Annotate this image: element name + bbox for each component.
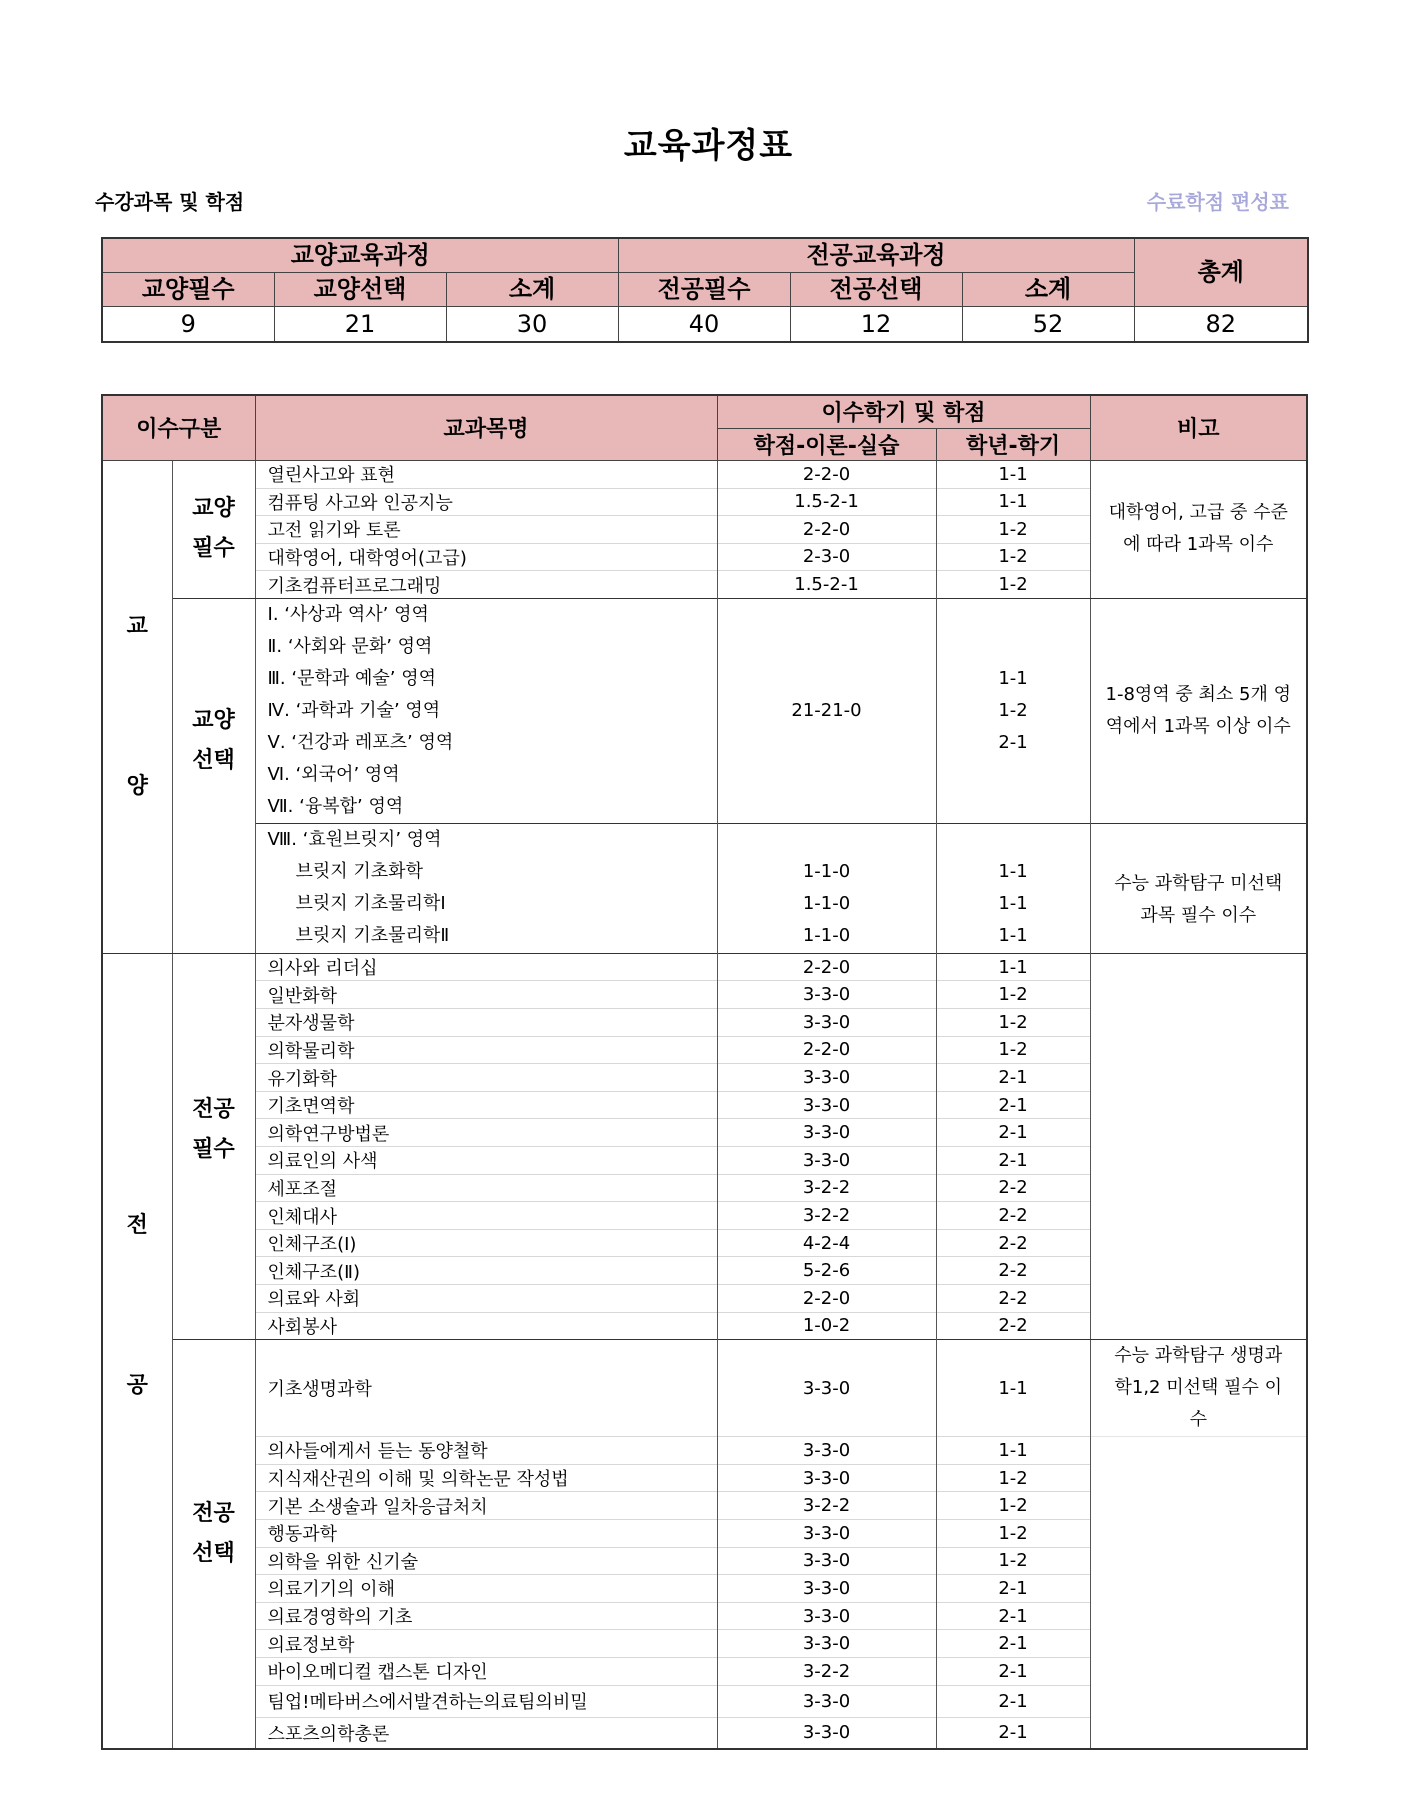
value-major-required: 40 [618,307,790,343]
header-liberal-curriculum: 교양교육과정 [102,238,618,273]
elective-area-item: Ⅳ. ‘과학과 기술’ 영역 [267,699,441,721]
course-term: 1-2 [936,543,1090,571]
course-term: 2-1 [936,1717,1090,1749]
course-credit: 4-2-4 [717,1229,936,1257]
section-heading-courses-credits: 수강과목 및 학점 [95,190,245,214]
category-label-part: 양 [126,773,148,799]
course-name: 의료와 사회 [255,1285,717,1313]
elective-term-item: 1-2 [998,699,1028,721]
header-credit-theory-practice: 학점-이론-실습 [717,428,936,460]
value-liberal-required: 9 [102,307,274,343]
remark-liberal-required: 대학영어, 고급 중 수준에 따라 1과목 이수 [1090,460,1307,598]
course-credit: 3-3-0 [717,981,936,1009]
course-credit: 2-3-0 [717,543,936,571]
course-credit: 3-3-0 [717,1147,936,1175]
course-credit: 3-3-0 [717,1630,936,1658]
header-category: 이수구분 [102,395,255,460]
course-credit: 3-3-0 [717,1602,936,1630]
course-term: 2-1 [936,1091,1090,1119]
value-liberal-subtotal: 30 [446,307,618,343]
elective-area-item: Ⅱ. ‘사회와 문화’ 영역 [267,635,433,657]
course-credit: 3-3-0 [717,1064,936,1092]
course-credit: 2-2-0 [717,953,936,981]
course-term: 1-1 [936,1437,1090,1465]
course-credit: 2-2-0 [717,460,936,488]
course-name: 분자생물학 [255,1009,717,1037]
category-label-part: 전공 [192,1096,235,1122]
course-name: 의사들에게서 듣는 동양철학 [255,1437,717,1465]
header-total: 총계 [1134,238,1308,307]
section-major [102,953,172,1749]
course-name: 의료경영학의 기초 [255,1602,717,1630]
course-term: 1-1 [936,953,1090,981]
remark-major-elective [1090,1437,1307,1749]
bridge-term-item: 1-1 [998,860,1028,882]
course-credit: 2-2-0 [717,516,936,544]
course-row [102,1437,1307,1465]
category-label-part: 공 [126,1372,148,1398]
course-credit: 3-2-2 [717,1657,936,1685]
bridge-area-title: Ⅷ. ‘효원브릿지’ 영역 [267,828,442,850]
course-term: 2-2 [936,1174,1090,1202]
course-name: 의학물리학 [255,1036,717,1064]
bridge-credit-item: 1-1-0 [802,892,851,914]
elective-area-item: Ⅰ. ‘사상과 역사’ 영역 [267,603,429,625]
header-remarks: 비고 [1090,395,1307,460]
category-major-elective [172,1340,255,1749]
course-term: 1-2 [936,1519,1090,1547]
course-name: 의사와 리더십 [255,953,717,981]
course-term: 2-2 [936,1285,1090,1313]
course-credit: 3-3-0 [717,1717,936,1749]
category-label-part: 교 [126,613,148,639]
header-liberal-elective: 교양선택 [274,273,446,307]
course-name: 팀업!메타버스에서발견하는의료팀의비밀 [255,1685,717,1717]
page-title: 교육과정표 [623,126,794,166]
bridge-row [102,823,1307,953]
bridge-credit-item: 1-1-0 [802,860,851,882]
course-credit: 3-3-0 [717,1437,936,1465]
header-semester-credit: 이수학기 및 학점 [717,395,1090,428]
course-credit: 3-2-2 [717,1174,936,1202]
category-liberal-elective [172,598,255,953]
course-row [102,953,1307,981]
course-credit: 1.5-2-1 [717,488,936,516]
course-credit: 3-3-0 [717,1685,936,1717]
course-name: 기초면역학 [255,1091,717,1119]
course-term: 2-1 [936,1630,1090,1658]
category-label-part: 전공 [192,1501,235,1527]
course-name: 의료기기의 이해 [255,1575,717,1603]
course-term: 1-2 [936,1009,1090,1037]
elective-area-item: Ⅴ. ‘건강과 레포츠’ 영역 [267,731,454,753]
value-total: 82 [1134,307,1308,343]
course-term: 1-2 [936,1492,1090,1520]
bridge-course-name: 브릿지 기초물리학Ⅱ [295,924,450,946]
bridge-term-item: 1-1 [998,892,1028,914]
curriculum-table [101,394,1308,1750]
course-name: 인체대사 [255,1202,717,1230]
course-name: 행동과학 [255,1519,717,1547]
course-name: 인체구조(Ⅱ) [255,1257,717,1285]
course-credit: 5-2-6 [717,1257,936,1285]
remark-bridge: 수능 과학탐구 미선택 과목 필수 이수 [1090,823,1307,953]
course-credit: 3-3-0 [717,1575,936,1603]
category-label-part: 필수 [192,536,235,562]
course-name: 기본 소생술과 일차응급처치 [255,1492,717,1520]
course-name: 의료정보학 [255,1630,717,1658]
course-name: 대학영어, 대학영어(고급) [255,543,717,571]
course-term: 2-2 [936,1202,1090,1230]
course-credit: 3-3-0 [717,1464,936,1492]
bridge-course-list [255,823,717,953]
header-major-elective: 전공선택 [790,273,962,307]
course-credit: 3-2-2 [717,1492,936,1520]
course-credit: 1-0-2 [717,1312,936,1340]
course-term: 2-2 [936,1312,1090,1340]
course-term: 1-1 [936,488,1090,516]
course-credit: 3-3-0 [717,1091,936,1119]
category-label-part: 전 [126,1212,148,1238]
course-name: 지식재산권의 이해 및 의학논문 작성법 [255,1464,717,1492]
course-name: 고전 읽기와 토론 [255,516,717,544]
course-term: 2-1 [936,1657,1090,1685]
course-name: 사회봉사 [255,1312,717,1340]
course-name: 스포츠의학총론 [255,1717,717,1749]
course-term: 1-2 [936,516,1090,544]
elective-area-item: Ⅶ. ‘융복합’ 영역 [267,795,404,817]
course-name: 바이오메디컬 캡스톤 디자인 [255,1657,717,1685]
course-term: 1-2 [936,1464,1090,1492]
header-course-name: 교과목명 [255,395,717,460]
course-credit: 1.5-2-1 [717,571,936,599]
course-term: 2-1 [936,1119,1090,1147]
course-name: 유기화학 [255,1064,717,1092]
bridge-course-name: 브릿지 기초물리학Ⅰ [295,892,446,914]
course-name: 기초컴퓨터프로그래밍 [255,571,717,599]
course-term: 1-2 [936,571,1090,599]
bridge-terms [936,823,1090,953]
header-major-required: 전공필수 [618,273,790,307]
course-name: 열린사고와 표현 [255,460,717,488]
course-name: 의학연구방법론 [255,1119,717,1147]
course-row [102,460,1307,488]
course-term: 1-2 [936,1036,1090,1064]
credit-summary-table [101,237,1309,343]
elective-credit: 21-21-0 [717,598,936,823]
remark-major-required [1090,953,1307,1339]
course-name: 컴퓨팅 사고와 인공지능 [255,488,717,516]
course-term: 1-1 [936,1340,1090,1437]
elective-terms [936,598,1090,823]
header-major-subtotal: 소계 [962,273,1134,307]
elective-area-list [255,598,717,823]
category-label-part: 필수 [192,1136,235,1162]
course-term: 2-2 [936,1257,1090,1285]
header-liberal-required: 교양필수 [102,273,274,307]
header-year-semester: 학년-학기 [936,428,1090,460]
elective-area-item: Ⅵ. ‘외국어’ 영역 [267,763,400,785]
section-liberal-arts [102,460,172,953]
remark-liberal-elective: 1-8영역 중 최소 5개 영역에서 1과목 이상 이수 [1090,598,1307,823]
course-credit: 3-2-2 [717,1202,936,1230]
bridge-term-item: 1-1 [998,924,1028,946]
course-credit: 2-2-0 [717,1036,936,1064]
bridge-credits [717,823,936,953]
course-term: 2-1 [936,1575,1090,1603]
course-name: 의료인의 사색 [255,1147,717,1175]
course-credit: 2-2-0 [717,1285,936,1313]
course-term: 1-2 [936,981,1090,1009]
category-liberal-required [172,460,255,598]
course-term: 2-1 [936,1064,1090,1092]
course-name: 세포조절 [255,1174,717,1202]
value-major-subtotal: 52 [962,307,1134,343]
category-major-required [172,953,255,1339]
course-name: 일반화학 [255,981,717,1009]
header-liberal-subtotal: 소계 [446,273,618,307]
course-name: 의학을 위한 신기술 [255,1547,717,1575]
category-label-part: 교양 [192,496,235,522]
course-name: 기초생명과학 [255,1340,717,1437]
course-term: 1-2 [936,1547,1090,1575]
course-credit: 3-3-0 [717,1547,936,1575]
course-term: 2-1 [936,1147,1090,1175]
course-term: 1-1 [936,460,1090,488]
elective-areas-row [102,598,1307,823]
course-credit: 3-3-0 [717,1009,936,1037]
course-term: 2-1 [936,1685,1090,1717]
category-label-part: 선택 [192,1541,235,1567]
category-label-part: 선택 [192,747,235,773]
elective-area-item: Ⅲ. ‘문학과 예술’ 영역 [267,667,436,689]
bridge-credit-item: 1-1-0 [802,924,851,946]
section-heading-credit-composition: 수료학점 편성표 [1146,190,1289,214]
course-credit: 3-3-0 [717,1519,936,1547]
course-name: 인체구조(Ⅰ) [255,1229,717,1257]
course-row [102,1340,1307,1437]
remark-major-elective-first: 수능 과학탐구 생명과학1,2 미선택 필수 이수 [1090,1340,1307,1437]
category-label-part: 교양 [192,707,235,733]
course-credit: 3-3-0 [717,1340,936,1437]
course-term: 2-2 [936,1229,1090,1257]
course-term: 2-1 [936,1602,1090,1630]
bridge-course-name: 브릿지 기초화학 [295,860,423,882]
value-major-elective: 12 [790,307,962,343]
value-liberal-elective: 21 [274,307,446,343]
elective-term-item: 2-1 [998,731,1028,753]
elective-term-item: 1-1 [998,667,1028,689]
course-credit: 3-3-0 [717,1119,936,1147]
header-major-curriculum: 전공교육과정 [618,238,1134,273]
